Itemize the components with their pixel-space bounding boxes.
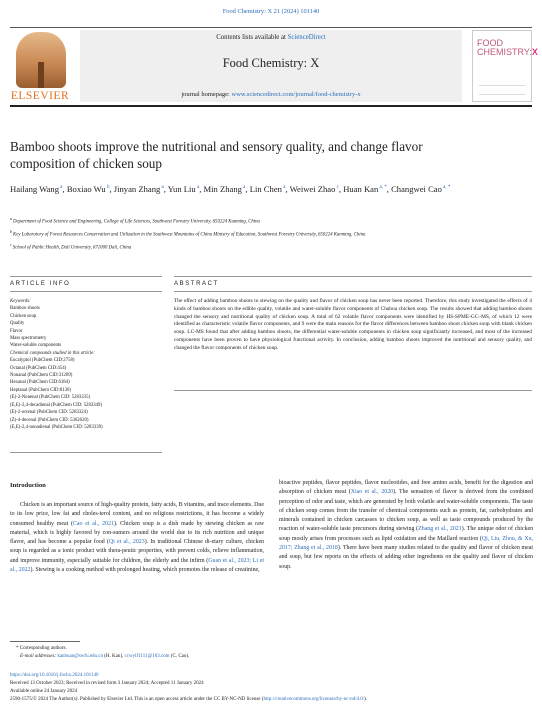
paragraph-text: ). Chicken soup is a dish made by stewing chicken as raw material, which is highly favored by con-sumers around the world due to its rich nutrition and unique flavor, and has become a popular food ( (10, 520, 264, 546)
license-suffix: ). (364, 697, 368, 703)
affiliation-mark: c (10, 242, 13, 248)
title-divider (10, 105, 532, 107)
keyword: Flavor (10, 328, 23, 334)
article-info-top-rule (10, 276, 162, 277)
contents-line (80, 34, 462, 41)
keyword: Bamboo shoots (10, 306, 40, 312)
author-affiliation-mark[interactable]: a (281, 185, 286, 190)
keyword: Chicken soup (10, 313, 37, 319)
author-name[interactable]: Min Zhang (203, 183, 242, 194)
contents-prefix: Contents lists available at (216, 34, 288, 41)
author-affiliation-mark[interactable]: a (241, 185, 246, 190)
author-affiliation-mark[interactable]: a, * (441, 185, 451, 190)
compound-item: Hexanal (PubChem CID:6184) (10, 380, 70, 386)
compounds-label: Chemical compounds studied in this article: (10, 350, 95, 356)
keyword: Quality (10, 321, 25, 327)
author-affiliation-mark[interactable]: a (195, 185, 200, 190)
paragraph-text: ). The sensation of flavor is derived from the combined perception of odor and taste, which are generated by both volatile and water-soluble components. The taste of chicken soup comes from the transfer of chemical components such as protein, fat, carbohydrates and minerals contained in chicken carcasses to chicken soup, as well as taste compounds produced by the reaction of water-soluble taste precursors during stewing ( (279, 489, 533, 533)
article-info-bottom-rule (10, 452, 162, 453)
email-link-kan[interactable]: kanhuan@swfu.edu.cn (57, 654, 104, 659)
author-affiliation-mark[interactable]: c (335, 185, 339, 190)
paragraph-text: ). There have been many studies related to the quality and flavor of chicken meat and soup, but few reports on the effects of adding other ingredients on the quality and flavor of chicken soup. (279, 545, 533, 570)
compound-item: Nonanal (PubChem CID:31289) (10, 373, 73, 379)
author-name[interactable]: Lin Chen (249, 183, 282, 194)
affiliation-text: Key Laboratory of Forest Resources Conservation and Utilization in the Southwest Mountains of China Ministry of Education, Southwest Forestry University, 650224 Kunming, China (13, 232, 366, 238)
affiliation-text: School of Public Health, Dali University, 671000 Dali, China (12, 245, 132, 251)
paragraph-text: ). In traditional Chinese di-etary culture, chicken soup is regarded as a tonic product with thera-peutic properties, with prevent colds, relieve inflammation, and improve immunity, especially suitable for children, the elderly and the infirm ( (10, 539, 264, 564)
footnotes (10, 645, 532, 661)
license-link[interactable]: http://creativecommons.org/licenses/by-nc-nd/4.0/ (263, 697, 365, 703)
journal-reference[interactable]: Food Chemistry: X 21 (2024) 101140 (222, 8, 320, 15)
homepage-prefix: journal homepage: (181, 91, 232, 98)
compound-item: (E)-2-Nonenal (PubChem CID: 5283335) (10, 395, 91, 401)
paragraph-text: ). Stewing is a cooking method with prolonged heating, which promotes the release of creatinine, (30, 567, 260, 574)
affiliation-item (10, 241, 480, 252)
compound-item: (E)-2-octenal (PubChem CID: 5283324) (10, 410, 88, 416)
author-name[interactable]: Changwei Cao (391, 183, 442, 194)
article-title: Bamboo shoots improve the nutritional and sensory quality, and change flavor composition of chicken soup (10, 139, 423, 171)
abstract-top-rule (174, 276, 532, 277)
citation-link[interactable]: Qi et al., 2023 (108, 539, 145, 546)
compound-item: Octanal (PubChem CID:454) (10, 365, 67, 371)
affiliation-item (10, 215, 480, 226)
abstract-heading: ABSTRACT (174, 281, 219, 287)
available-online: Available online 24 January 2024 (10, 689, 78, 695)
cover-title (477, 38, 538, 57)
abstract (174, 276, 532, 352)
affiliation-item (10, 228, 480, 239)
introduction-right-column (279, 479, 533, 572)
author-affiliation-mark[interactable]: a (59, 185, 63, 190)
cover-title-x: X (531, 47, 538, 57)
citation-link[interactable]: Xiao et al., 2020 (350, 489, 394, 496)
introduction-paragraph-1 (10, 501, 264, 575)
affiliations (10, 215, 480, 255)
author-name[interactable]: Weiwei Zhao (289, 183, 336, 194)
introduction-heading: Introduction (10, 482, 46, 489)
introduction-paragraph-1-cont (279, 479, 533, 572)
author-name[interactable]: Boxiao Wu (66, 183, 106, 194)
compound-item: (E,E)-2,4-nonadienal (PubChem CID: 5283339) (10, 424, 103, 430)
compound-item: Eucalyptol (PubChem CID:2758) (10, 358, 75, 364)
paragraph-text: ). The unique odor of chicken soup mostly arises from processes such as lipid oxidation and the Maillard reaction ( (279, 526, 534, 542)
citation-link[interactable]: Guan et al., 2023; Li et al., 2022 (10, 557, 264, 574)
keywords-label: Keywords: (10, 299, 31, 304)
keywords-block (10, 298, 162, 431)
cover-title-word: CHEMISTRY: (477, 47, 532, 57)
paragraph-text: bioactive peptides, flavor peptides, flavor nucleotides, and free amino acids, benefit for the digestion and absorption of chicken meat ( (279, 480, 533, 496)
elsevier-tree-icon (16, 32, 66, 88)
author-name[interactable]: Hailang Wang (10, 183, 60, 194)
journal-homepage (80, 91, 462, 98)
publisher-logo[interactable] (10, 30, 70, 102)
author-name[interactable]: Huan Kan (343, 183, 379, 194)
author-affiliation-mark[interactable]: b (105, 185, 110, 190)
author-list: Hailang Wang $^a$, Boxiao Wu $^b$, Jinyan Zhang $^a$, Yun Liu $^a$, Min Zhang $^a$, Lin Chen $^a$, Weiwei Zhao $^c$, Huan Kan $^{a, *}$, Changwei Cao $^{a, *}$ (10, 183, 451, 194)
citation-link[interactable]: Qi, Liu, Zhou, & Xu, 2017; Zhang et al., 2018 (279, 535, 534, 552)
article-info-rule (10, 291, 162, 292)
header-divider (10, 27, 532, 28)
paragraph-text: Chicken is an important source of high-quality protein, fatty acids, B vitamins, and trace elements. Due to its low price, low fat and choles-terol content, and no religious restrictions, it has become a widely consumed healthy meat ( (10, 502, 264, 527)
homepage-link[interactable]: www.sciencedirect.com/journal/food-chemistry-x (231, 91, 361, 98)
author-affiliation-mark[interactable]: a, * (378, 185, 387, 190)
sciencedirect-link[interactable]: ScienceDirect (287, 34, 326, 41)
compound-item: Heptanal (PubChem CID:8130) (10, 387, 72, 393)
author-affiliation-mark[interactable]: a (160, 185, 164, 190)
journal-title: Food Chemistry: X (222, 56, 320, 70)
author-name[interactable]: Jinyan Zhang (113, 183, 161, 194)
email-note (10, 653, 532, 661)
abstract-text: The effect of adding bamboo shoots to stewing on the quality and flavor of chicken soup has never been reported. Therefore, this study investigated the effects of 4 kinds of bamboo shoots on the edible quality, volatile and water-soluble flavor components of Chahua chicken soup. The results showed that adding bamboo shoots changed the sensory and nutritional quality of chicken soup. A total of 62 volatile flavor components were identified by HS-SPME-GC–MS, of which 12 were identified as characteristic volatile flavor components, and 9 were the main reasons for the flavor differences between bamboo shoot chicken soup with blank chicken soup. LC-MS found that after adding bamboo shoots, the differential water-soluble components in chicken soup significantly increased, and most of the increased components have been proven to have physiological functional activity. In conclusion, adding bamboo shoots improved the nutritional and sensory quality, and changed the flavor components of chicken soup. (174, 298, 532, 351)
author-name[interactable]: Yun Liu (167, 183, 196, 194)
journal-cover-thumbnail[interactable] (472, 30, 538, 102)
introduction-left-column (10, 501, 264, 575)
article-info (10, 276, 162, 431)
corresponding-text: Corresponding authors. (19, 646, 67, 651)
compound-item: (E,E)-2,4-decadienal (PubChem CID: 5283349) (10, 402, 103, 408)
doi-link[interactable]: https://doi.org/10.1016/j.fochx.2024.101140 (10, 673, 99, 678)
abstract-rule (174, 291, 532, 292)
citation-link[interactable]: Cao et al., 2021 (72, 520, 114, 527)
email-cao-who: (C. Cao). (169, 654, 190, 659)
email-link-cao[interactable]: ccwylf1111@163.com (124, 654, 170, 659)
license-prefix: 2590-1575/© 2024 The Author(s). Published by Elsevier Ltd. This is an open access article under the CC BY-NC-ND license ( (10, 697, 264, 703)
citation-link[interactable]: Zhang et al., 2021 (418, 526, 462, 533)
publisher-logo-text: ELSEVIER (10, 90, 70, 102)
corresponding-note: * Corresponding authors. (16, 646, 67, 651)
license-note (10, 696, 532, 704)
footnote-rule (10, 641, 80, 642)
affiliation-mark: b (10, 229, 13, 235)
keyword: Water-soluble components (10, 343, 62, 349)
email-label: E-mail addresses: (20, 654, 57, 659)
abstract-bottom-rule (174, 390, 532, 391)
publication-info (10, 672, 532, 704)
cover-title-line-1: FOOD (477, 38, 503, 48)
affiliation-mark: a (10, 216, 13, 221)
compound-item: (Z)-4-decenal (PubChem CID: 5362620) (10, 417, 89, 423)
article-info-heading: ARTICLE INFO (10, 281, 71, 287)
received-dates: Received 13 October 2023; Received in revised form 3 January 2024; Accepted 11 January 2024 (10, 681, 204, 687)
email-kan-who: (H. Kan), (103, 654, 125, 659)
cover-title-line-2 (477, 47, 538, 57)
keyword: Mass spectrometry (10, 336, 47, 342)
affiliation-text: Department of Food Science and Engineering, College of Life Sciences, Southwest Forestry University, 650224 Kunming, China (13, 219, 260, 225)
cover-decoration (479, 85, 525, 95)
